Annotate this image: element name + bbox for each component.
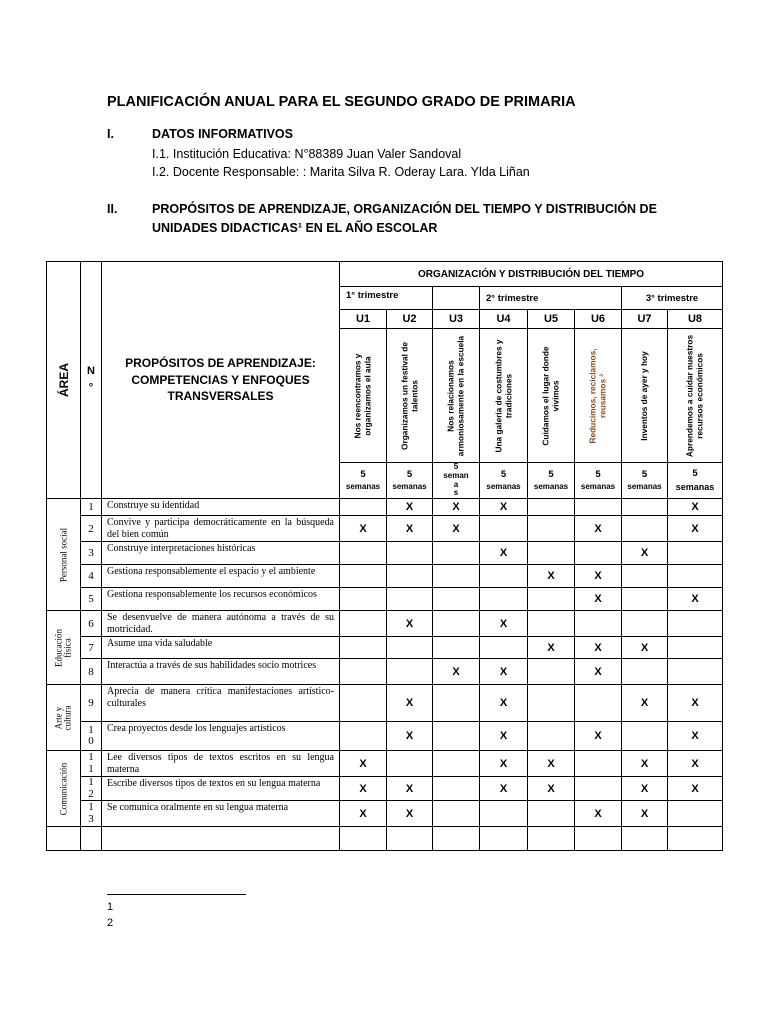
mark-cell-u2 <box>387 685 433 722</box>
mark-cell-u4 <box>480 588 528 611</box>
mark-cell-u8 <box>668 516 723 542</box>
check-mark: X <box>594 522 602 535</box>
mark-cell-u1 <box>340 801 387 827</box>
unit-weeks-2 <box>387 463 433 499</box>
weeks-label: semanas <box>533 481 569 491</box>
unit-name-cell-7 <box>622 329 668 463</box>
empty-row <box>47 827 723 851</box>
table-row <box>47 801 723 827</box>
mark-cell-u3 <box>433 588 480 611</box>
mark-cell-u1 <box>340 685 387 722</box>
competency-text: Lee diversos tipos de textos escritos en su lengua materna <box>102 751 340 777</box>
unit-name-1: Nos reencontramos y organizamos el aula <box>352 353 372 438</box>
mark-cell-u4 <box>480 611 528 637</box>
trimester-1: 1° trimestre <box>340 287 433 310</box>
unit-weeks-5 <box>528 463 575 499</box>
unit-weeks-6 <box>575 463 622 499</box>
unit-name-2: Organizamos un festival de talentos <box>398 341 419 450</box>
check-mark: X <box>499 730 508 743</box>
unit-name-3: Nos relacionamos armoniosamente en la escuela <box>445 335 465 456</box>
mark-cell-u4 <box>480 565 528 588</box>
check-mark: X <box>452 665 460 678</box>
mark-cell-u2 <box>387 499 433 516</box>
competency-number <box>81 777 102 801</box>
mark-cell-u3 <box>433 685 480 722</box>
mark-cell-u1 <box>340 637 387 659</box>
weeks-number: 5 <box>595 468 601 480</box>
competency-number: 1 <box>81 499 102 516</box>
mark-cell-u8 <box>668 659 723 685</box>
mark-cell-u2 <box>387 611 433 637</box>
footnote-separator <box>107 894 246 895</box>
table-row <box>47 542 723 565</box>
mark-cell-u6 <box>575 777 622 801</box>
trimester-2: 2° trimestre <box>480 287 622 310</box>
mark-cell-u6 <box>575 565 622 588</box>
area-header: ÁREA <box>47 262 81 499</box>
check-mark: X <box>405 697 414 710</box>
mark-cell-u7 <box>622 542 668 565</box>
mark-cell-u7 <box>622 611 668 637</box>
competency-number: 5 <box>81 588 102 611</box>
empty-cell <box>433 827 480 851</box>
mark-cell-u7 <box>622 499 668 516</box>
unit-code-2: U2 <box>387 310 433 329</box>
mark-cell-u3 <box>433 499 480 516</box>
mark-cell-u3 <box>433 565 480 588</box>
unit-weeks-part: 5 <box>453 462 459 471</box>
mark-cell-u5 <box>528 722 575 751</box>
mark-cell-u4 <box>480 499 528 516</box>
competency-number-text: 10 <box>88 723 94 748</box>
mark-cell-u5 <box>528 588 575 611</box>
table-row <box>47 751 723 777</box>
mark-cell-u4 <box>480 685 528 722</box>
mark-cell-u8 <box>668 611 723 637</box>
unit-code-7: U7 <box>622 310 668 329</box>
mark-cell-u8 <box>668 801 723 827</box>
unit-name-8: Aprendemos a cuidar nuestros recursos económicos <box>684 334 704 457</box>
unit-name-cell-8 <box>668 329 723 463</box>
mark-cell-u4 <box>480 637 528 659</box>
mark-cell-u5 <box>528 542 575 565</box>
check-mark: X <box>547 570 555 583</box>
mark-cell-u3 <box>433 722 480 751</box>
check-mark: X <box>691 782 699 795</box>
check-mark: X <box>359 522 367 535</box>
section-1-heading: DATOS INFORMATIVOS <box>152 127 293 141</box>
mark-cell-u5 <box>528 685 575 722</box>
competency-text: Se comunica oralmente en su lengua materna <box>102 801 340 827</box>
competency-number <box>81 751 102 777</box>
check-mark: X <box>640 782 649 795</box>
mark-cell-u6 <box>575 542 622 565</box>
organization-title: ORGANIZACIÓN Y DISTRIBUCIÓN DEL TIEMPO <box>340 262 723 287</box>
mark-cell-u5 <box>528 499 575 516</box>
mark-cell-u1 <box>340 659 387 685</box>
check-mark: X <box>547 641 555 654</box>
trimester-3: 3° trimestre <box>622 287 723 310</box>
mark-cell-u1 <box>340 611 387 637</box>
mark-cell-u2 <box>387 588 433 611</box>
competency-number-text: 11 <box>88 751 94 775</box>
mark-cell-u4 <box>480 751 528 777</box>
mark-cell-u6 <box>575 637 622 659</box>
document-title: PLANIFICACIÓN ANUAL PARA EL SEGUNDO GRADO DE PRIMARIA <box>107 94 576 110</box>
empty-cell <box>480 827 528 851</box>
check-mark: X <box>405 617 414 630</box>
institution-line: I.1. Institución Educativa: N°88389 Juan Valer Sandoval <box>152 147 462 161</box>
competency-text: Escribe diversos tipos de textos en su lengua materna <box>102 777 340 801</box>
mark-cell-u7 <box>622 588 668 611</box>
mark-cell-u6 <box>575 751 622 777</box>
empty-cell <box>102 827 340 851</box>
mark-cell-u2 <box>387 751 433 777</box>
competency-text: Gestiona responsablemente los recursos económicos <box>102 588 340 611</box>
mark-cell-u3 <box>433 801 480 827</box>
competency-number: 4 <box>81 565 102 588</box>
mark-cell-u7 <box>622 637 668 659</box>
mark-cell-u1 <box>340 516 387 542</box>
mark-cell-u6 <box>575 588 622 611</box>
mark-cell-u2 <box>387 637 433 659</box>
mark-cell-u6 <box>575 499 622 516</box>
check-mark: X <box>594 641 602 654</box>
unit-name-cell-5 <box>528 329 575 463</box>
mark-cell-u8 <box>668 777 723 801</box>
table-row <box>47 565 723 588</box>
footnote-1: 1 <box>107 901 114 913</box>
mark-cell-u7 <box>622 751 668 777</box>
area-name-4: Comunicación <box>57 762 68 815</box>
unit-name-cell-2 <box>387 329 433 463</box>
competency-number <box>81 722 102 751</box>
mark-cell-u2 <box>387 777 433 801</box>
check-mark: X <box>594 570 602 583</box>
check-mark: X <box>452 522 460 535</box>
check-mark: X <box>691 522 699 535</box>
mark-cell-u5 <box>528 565 575 588</box>
mark-cell-u6 <box>575 801 622 827</box>
competency-text: Asume una vida saludable <box>102 637 340 659</box>
check-mark: X <box>499 547 508 560</box>
mark-cell-u7 <box>622 565 668 588</box>
mark-cell-u3 <box>433 751 480 777</box>
area-cell-1 <box>47 499 81 611</box>
unit-name-7: Inventos de ayer y hoy <box>638 350 649 441</box>
section-2-number: II. <box>107 202 118 216</box>
mark-cell-u1 <box>340 777 387 801</box>
table-row <box>47 611 723 637</box>
empty-cell <box>528 827 575 851</box>
area-name-1: Personal social <box>57 527 68 582</box>
competency-text: Aprecia de manera crítica manifestaciones artístico-culturales <box>102 685 340 722</box>
check-mark: X <box>547 757 555 770</box>
check-mark: X <box>359 782 367 795</box>
check-mark: X <box>640 697 649 710</box>
check-mark: X <box>594 807 602 820</box>
unit-weeks-part: seman <box>443 470 469 480</box>
mark-cell-u6 <box>575 685 622 722</box>
mark-cell-u6 <box>575 659 622 685</box>
mark-cell-u2 <box>387 516 433 542</box>
number-header: N ° <box>81 262 102 499</box>
check-mark: X <box>691 697 699 710</box>
unit-name-cell-6 <box>575 329 622 463</box>
mark-cell-u2 <box>387 801 433 827</box>
competency-number: 3 <box>81 542 102 565</box>
weeks-label: semanas <box>627 481 662 491</box>
unit-code-1: U1 <box>340 310 387 329</box>
mark-cell-u8 <box>668 722 723 751</box>
table-row <box>47 722 723 751</box>
table-row <box>47 685 723 722</box>
check-mark: X <box>359 757 367 770</box>
mark-cell-u7 <box>622 722 668 751</box>
check-mark: X <box>547 782 555 795</box>
mark-cell-u4 <box>480 516 528 542</box>
mark-cell-u8 <box>668 685 723 722</box>
check-mark: X <box>499 501 508 514</box>
mark-cell-u4 <box>480 659 528 685</box>
mark-cell-u7 <box>622 659 668 685</box>
competency-text: Gestiona responsablemente el espacio y el ambiente <box>102 565 340 588</box>
mark-cell-u1 <box>340 542 387 565</box>
mark-cell-u6 <box>575 611 622 637</box>
competency-number <box>81 801 102 827</box>
check-mark: X <box>452 501 460 514</box>
mark-cell-u5 <box>528 516 575 542</box>
mark-cell-u7 <box>622 777 668 801</box>
unit-weeks-part: s <box>453 488 459 498</box>
empty-cell <box>575 827 622 851</box>
check-mark: X <box>359 807 367 820</box>
weeks-label: semanas <box>486 481 521 491</box>
mark-cell-u1 <box>340 565 387 588</box>
unit-weeks-part: a <box>453 479 459 489</box>
check-mark: X <box>405 730 414 743</box>
unit-weeks-4 <box>480 463 528 499</box>
mark-cell-u4 <box>480 801 528 827</box>
mark-cell-u3 <box>433 542 480 565</box>
unit-weeks-8 <box>668 463 723 499</box>
mark-cell-u6 <box>575 516 622 542</box>
competency-number-text: 13 <box>88 801 94 825</box>
mark-cell-u2 <box>387 565 433 588</box>
section-1-number: I. <box>107 127 114 141</box>
weeks-number: 5 <box>641 468 648 480</box>
mark-cell-u8 <box>668 565 723 588</box>
weeks-label: semanas <box>345 481 381 491</box>
area-name-2: Educación física <box>53 628 73 667</box>
competency-number: 8 <box>81 659 102 685</box>
mark-cell-u5 <box>528 801 575 827</box>
check-mark: X <box>594 593 602 606</box>
mark-cell-u1 <box>340 588 387 611</box>
mark-cell-u7 <box>622 516 668 542</box>
check-mark: X <box>499 617 508 630</box>
unit-code-8: U8 <box>668 310 723 329</box>
weeks-label: semanas <box>675 481 715 492</box>
mark-cell-u5 <box>528 777 575 801</box>
weeks-number: 5 <box>360 468 366 480</box>
competency-text: Convive y participa democráticamente en la búsqueda del bien común <box>102 516 340 542</box>
mark-cell-u3 <box>433 777 480 801</box>
empty-cell <box>668 827 723 851</box>
mark-cell-u5 <box>528 659 575 685</box>
empty-cell <box>340 827 387 851</box>
check-mark: X <box>640 807 649 820</box>
weeks-number: 5 <box>692 468 698 480</box>
mark-cell-u3 <box>433 516 480 542</box>
empty-cell <box>47 827 81 851</box>
table-row <box>47 499 723 516</box>
unit-weeks-7 <box>622 463 668 499</box>
competency-number: 9 <box>81 685 102 722</box>
section-2-heading-line1: PROPÓSITOS DE APRENDIZAJE, ORGANIZACIÓN DEL TIEMPO Y DISTRIBUCIÓN DE <box>152 202 657 216</box>
check-mark: X <box>499 757 508 770</box>
table-row <box>47 659 723 685</box>
mark-cell-u1 <box>340 722 387 751</box>
mark-cell-u3 <box>433 659 480 685</box>
competency-text: Interactúa a través de sus habilidades socio motrices <box>102 659 340 685</box>
weeks-label: semanas <box>392 481 427 491</box>
mark-cell-u7 <box>622 801 668 827</box>
check-mark: X <box>691 593 699 606</box>
section-2-heading-line2: UNIDADES DIDACTICAS¹ EN EL AÑO ESCOLAR <box>152 221 438 235</box>
mark-cell-u5 <box>528 611 575 637</box>
check-mark: X <box>691 501 699 514</box>
table-row <box>47 588 723 611</box>
area-name-3: Arte y cultura <box>53 705 73 731</box>
unit-name-cell-4 <box>480 329 528 463</box>
mark-cell-u2 <box>387 542 433 565</box>
unit-code-4: U4 <box>480 310 528 329</box>
check-mark: X <box>640 547 649 560</box>
table-row <box>47 777 723 801</box>
competency-text: Se desenvuelve de manera autónoma a través de su motricidad. <box>102 611 340 637</box>
check-mark: X <box>405 501 414 514</box>
table-row <box>47 516 723 542</box>
unit-name-cell-1 <box>340 329 387 463</box>
unit-name-6: Reducimos, reciclamos, reusamos ² <box>587 348 607 443</box>
weeks-number: 5 <box>548 468 554 480</box>
mark-cell-u5 <box>528 751 575 777</box>
competency-text: Crea proyectos desde los lenguajes artísticos <box>102 722 340 751</box>
weeks-number: 5 <box>500 468 507 480</box>
check-mark: X <box>640 641 649 654</box>
mark-cell-u4 <box>480 722 528 751</box>
mark-cell-u8 <box>668 588 723 611</box>
mark-cell-u2 <box>387 659 433 685</box>
competency-text: Construye su identidad <box>102 499 340 516</box>
empty-cell <box>81 827 102 851</box>
check-mark: X <box>499 665 508 678</box>
check-mark: X <box>640 757 649 770</box>
mark-cell-u2 <box>387 722 433 751</box>
mark-cell-u8 <box>668 542 723 565</box>
mark-cell-u1 <box>340 499 387 516</box>
weeks-number: 5 <box>406 468 413 480</box>
competency-number-text: 12 <box>88 776 94 800</box>
mark-cell-u6 <box>575 722 622 751</box>
mark-cell-u3 <box>433 637 480 659</box>
table-row <box>47 637 723 659</box>
teacher-line: I.2. Docente Responsable: : Marita Silva R. Oderay Lara. Ylda Liñan <box>152 165 530 179</box>
check-mark: X <box>499 697 508 710</box>
check-mark: X <box>691 730 699 743</box>
check-mark: X <box>594 665 602 678</box>
empty-cell <box>387 827 433 851</box>
area-cell-3 <box>47 685 81 751</box>
mark-cell-u7 <box>622 685 668 722</box>
weeks-label: semanas <box>580 481 616 491</box>
unit-name-5: Cuidamos el lugar donde vivimos <box>540 345 560 446</box>
empty-cell <box>622 827 668 851</box>
check-mark: X <box>691 757 699 770</box>
mark-cell-u8 <box>668 751 723 777</box>
check-mark: X <box>405 807 414 820</box>
check-mark: X <box>405 522 414 535</box>
check-mark: X <box>594 730 602 743</box>
mark-cell-u8 <box>668 637 723 659</box>
competency-number: 7 <box>81 637 102 659</box>
unit-code-5: U5 <box>528 310 575 329</box>
propositos-header: PROPÓSITOS DE APRENDIZAJE: COMPETENCIAS Y ENFOQUES TRANSVERSALES <box>102 262 340 499</box>
check-mark: X <box>499 782 508 795</box>
check-mark: X <box>405 782 414 795</box>
competency-number: 6 <box>81 611 102 637</box>
footnote-2: 2 <box>107 917 114 929</box>
area-cell-4 <box>47 751 81 827</box>
mark-cell-u1 <box>340 751 387 777</box>
unit-code-3: U3 <box>433 310 480 329</box>
unit-weeks-1 <box>340 463 387 499</box>
competency-number: 2 <box>81 516 102 542</box>
unit-code-6: U6 <box>575 310 622 329</box>
area-cell-2 <box>47 611 81 685</box>
unit-name-4: Una galería de costumbres y tradiciones <box>492 339 513 452</box>
unit-name-cell-3 <box>433 329 480 463</box>
mark-cell-u4 <box>480 542 528 565</box>
unit-weeks-3 <box>433 463 480 499</box>
mark-cell-u5 <box>528 637 575 659</box>
mark-cell-u4 <box>480 777 528 801</box>
planning-table <box>46 261 723 851</box>
competency-text: Construye interpretaciones históricas <box>102 542 340 565</box>
mark-cell-u8 <box>668 499 723 516</box>
mark-cell-u3 <box>433 611 480 637</box>
